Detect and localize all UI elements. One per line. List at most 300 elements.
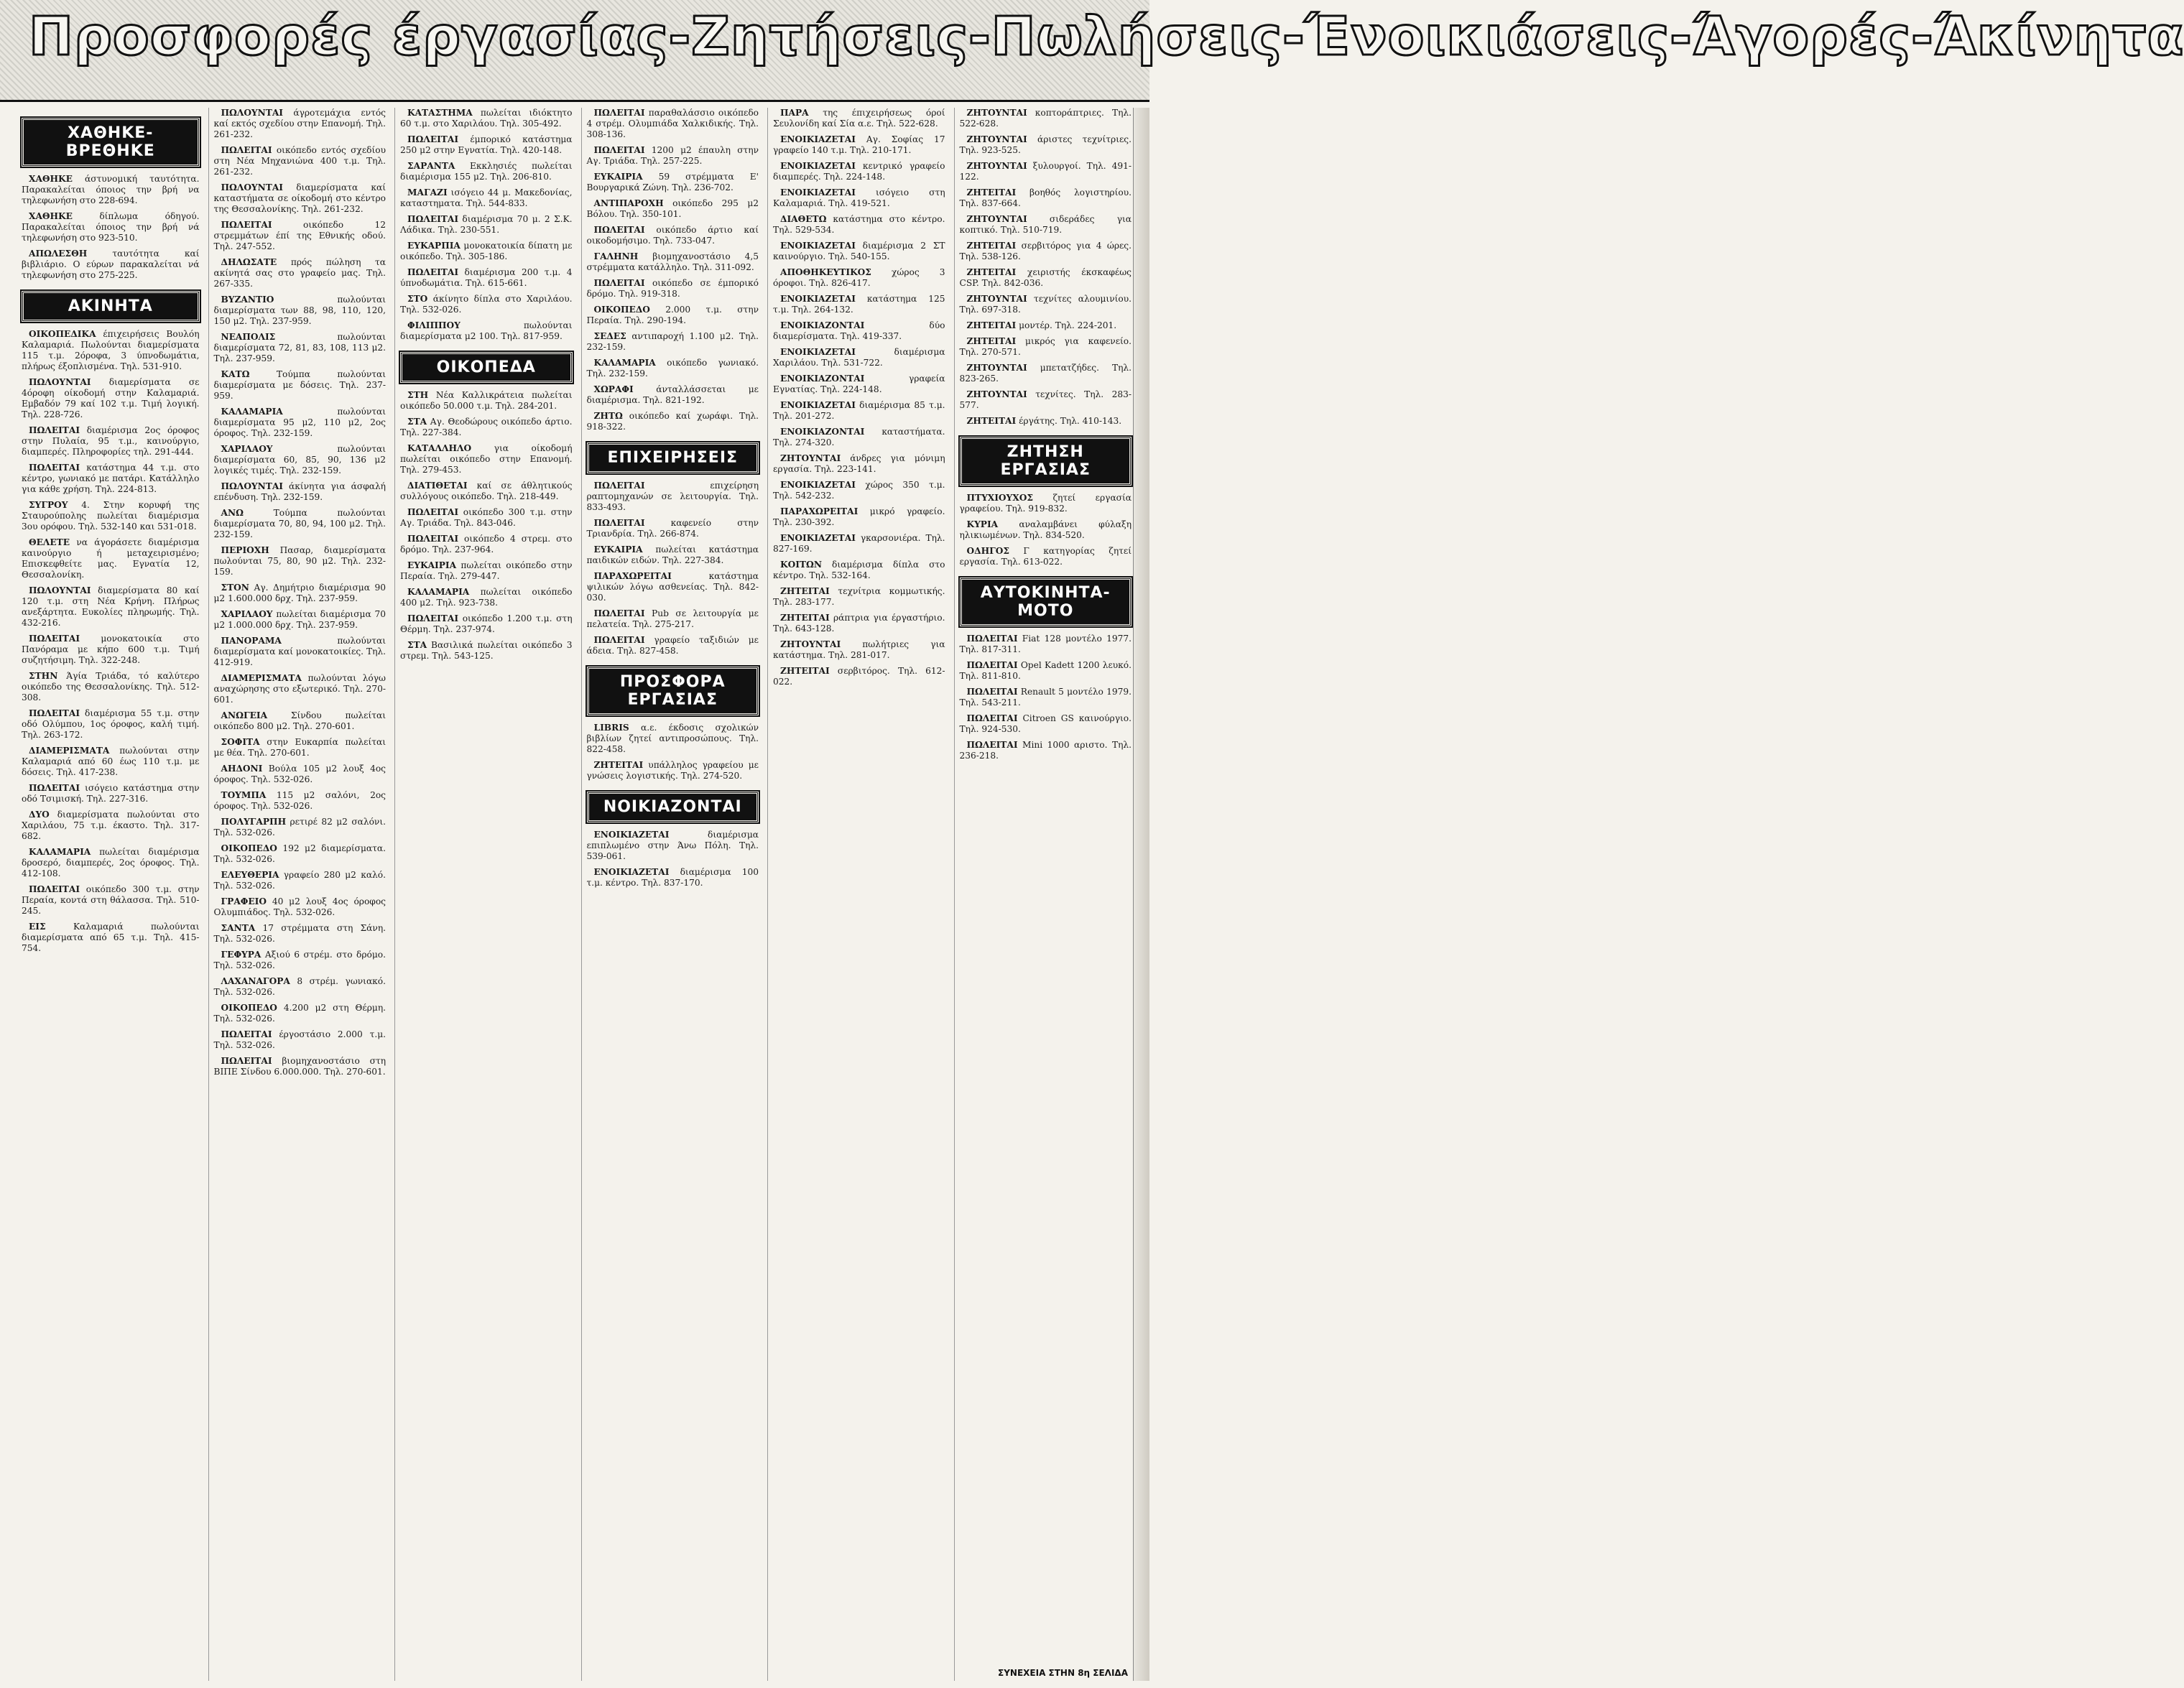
classified-ad: [214, 673, 387, 705]
ad-lead-word: ΖΗΤΕΙΤΑΙ: [780, 586, 830, 596]
classified-ad: [960, 493, 1132, 514]
ad-lead-word: ΠΩΛΕΙΤΑΙ: [593, 635, 645, 645]
ad-lead-word: ΣΤΑ: [407, 640, 427, 650]
ad-lead-word: ΚΥΡΙΑ: [966, 519, 999, 529]
ad-lead-word: ΟΙΚΟΠΕΔΙΚΑ: [29, 329, 96, 339]
ad-text: καφενείο στην Τριανδρία. Τηλ. 266-874.: [586, 518, 759, 539]
ad-lead-word: ΠΩΛΕΙΤΑΙ: [966, 713, 1018, 723]
classified-ad: [22, 810, 200, 842]
ad-list: [22, 174, 200, 281]
classified-ad: [214, 444, 387, 476]
ad-lead-word: ΑΝΤΙΠΑΡΟΧΗ: [593, 198, 664, 208]
classified-ad: [773, 453, 945, 475]
classified-ad: [214, 737, 387, 759]
ad-lead-word: ΜΑΓΑΖΙ: [407, 187, 448, 198]
ad-text: σιδεράδες για κοπτικό. Τηλ. 510-719.: [959, 214, 1132, 235]
classified-ad: [773, 506, 945, 528]
ad-lead-word: ΣΤΗΝ: [29, 671, 58, 681]
ad-text: έπιχειρήσεις Βουλόη Καλαμαριά. Πωλούνται διαμερίσματα 115 τ.μ. 2όροφα, 3 ύπνοδωμάτια, πλήρως έξοπλισμένα. Τηλ. 531-910.: [22, 329, 200, 371]
ad-text: διαμέρισμα 85 τ.μ. Τηλ. 201-272.: [773, 400, 945, 421]
classified-ad: [960, 108, 1132, 129]
ad-text: πωλούνται διαμερίσματα 72, 81, 83, 108, 113 μ2. Τηλ. 237-959.: [213, 332, 386, 363]
classified-ad: [773, 374, 945, 395]
ad-lead-word: ΚΑΤΑΣΤΗΜΑ: [407, 108, 473, 118]
ad-text: πωλούνται διαμερίσματα καί μονοκατοικίες. Τηλ. 412-919.: [213, 636, 386, 667]
section-heading-realestate: ΑΚΙΝΗΤΑ: [22, 291, 200, 322]
ad-lead-word: ΖΗΤΕΙΤΑΙ: [966, 336, 1017, 346]
classified-ad: [773, 187, 945, 209]
ad-lead-word: ΔΙΑΘΕΤΩ: [780, 214, 827, 224]
ad-lead-word: ΠΩΛΕΙΤΑΙ: [593, 225, 645, 235]
ad-lead-word: ΑΗΔΟΝΙ: [221, 764, 263, 774]
classified-ad: [587, 358, 759, 379]
ad-text: άγροτεμάχια εντός καί εκτός σχεδίου στην Επανομή. Τηλ. 261-232.: [213, 108, 386, 139]
classified-ad: [773, 400, 945, 422]
classified-ad: [400, 443, 573, 476]
ad-lead-word: ΠΩΛΟΥΝΤΑΙ: [221, 182, 283, 193]
ad-lead-word: ΠΩΛΕΙΤΑΙ: [29, 708, 80, 718]
classified-ad: [22, 500, 200, 532]
column-2: [208, 108, 387, 1681]
ad-list: [214, 108, 387, 1077]
ad-lead-word: ΓΑΛΗΝΗ: [593, 251, 639, 261]
classified-ad: [214, 636, 387, 668]
classified-ad: [400, 134, 573, 156]
ad-lead-word: ΓΡΑΦΕΙΟ: [221, 896, 267, 906]
classified-ad: [587, 172, 759, 193]
classified-ad: [22, 847, 200, 879]
ad-text: διαμέρισμα επιπλωμένο στην Άνω Πόλη. Τηλ. 539-061.: [586, 830, 759, 861]
classified-ad: [214, 790, 387, 812]
classified-ad: [214, 1056, 387, 1077]
classified-ad: [214, 896, 387, 918]
ad-lead-word: ΠΑΡΑΧΩΡΕΙΤΑΙ: [780, 506, 859, 516]
ad-text: άνταλλάσσεται με διαμέρισμα. Τηλ. 821-192.: [586, 384, 759, 405]
ad-text: Renault 5 μοντέλο 1979. Τηλ. 543-211.: [959, 687, 1132, 708]
ad-lead-word: ΠΩΛΕΙΤΑΙ: [966, 687, 1018, 697]
classified-ad: [960, 416, 1132, 427]
ad-lead-word: ΟΙΚΟΠΕΔΟ: [221, 843, 277, 853]
classifieds-columns: [22, 108, 1132, 1681]
ad-lead-word: ΣΑΡΑΝΤΑ: [407, 161, 455, 171]
ad-text: επιχείρηση ραπτομηχανών σε λειτουργία. Τηλ. 833-493.: [586, 481, 759, 512]
classified-ad: [587, 198, 759, 220]
page-title: Προσφορές έργασίας-Ζητήσεις-Πωλήσεις-Ένοικιάσεις-Άγορές-Άκίνητα: [29, 6, 2184, 68]
classified-ad: [22, 249, 200, 281]
classified-ad: [960, 241, 1132, 262]
classified-ad: [214, 108, 387, 140]
ad-text: να άγοράσετε διαμέρισμα καινούργιο ή μεταχειρισμένο; Επισκεφθείτε μας. Εγνατία 12, Θεσσαλονίκη.: [22, 537, 200, 580]
ad-text: οικόπεδο καί χωράφι. Τηλ. 918-322.: [586, 411, 759, 432]
classified-ad: [773, 134, 945, 156]
ad-lead-word: ΠΩΛΕΙΤΑΙ: [221, 1056, 272, 1066]
ad-lead-word: ΚΑΤΩ: [221, 369, 250, 379]
ad-text: πωλήτριες για κατάστημα. Τηλ. 281-017.: [773, 639, 945, 660]
classified-ad: [587, 571, 759, 603]
ad-lead-word: ΖΗΤΕΙΤΑΙ: [966, 187, 1017, 198]
classified-ad: [773, 613, 945, 634]
ad-lead-word: ΚΑΛΑΜΑΡΙΑ: [29, 847, 91, 857]
ad-text: πωλούνται διαμερίσματα μ2 100. Τηλ. 817-959.: [400, 320, 573, 341]
ad-lead-word: ΦΙΛΙΠΠΟΥ: [407, 320, 461, 330]
ad-text: χώρος 350 τ.μ. Τηλ. 542-232.: [773, 480, 945, 501]
classified-ad: [400, 108, 573, 129]
ad-text: Αγ. Θεοδώρους οικόπεδο άρτιο. Τηλ. 227-384.: [400, 417, 573, 437]
column-1: [22, 108, 200, 1681]
ad-text: ταυτότητα καί βιβλιάριο. Ο εύρων παρακαλείται νά τηλεφωνήση στο 275-225.: [22, 249, 200, 280]
ad-lead-word: ΑΝΩ: [221, 508, 244, 518]
ad-lead-word: ΒΥΖΑΝΤΙΟ: [221, 295, 274, 305]
classified-ad: [22, 884, 200, 917]
ad-list: [400, 390, 573, 662]
classified-ad: [587, 384, 759, 406]
classified-ad: [214, 182, 387, 215]
ad-lead-word: ΧΩΡΑΦΙ: [593, 384, 634, 394]
ad-lead-word: ΠΩΛΕΙΤΑΙ: [593, 518, 645, 528]
classified-ad: [214, 332, 387, 364]
ad-text: μικρός για καφενείο. Τηλ. 270-571.: [959, 336, 1132, 357]
classified-ad: [587, 251, 759, 273]
classified-ad: [214, 950, 387, 971]
ad-lead-word: ΖΗΤΟΥΝΤΑΙ: [966, 363, 1027, 373]
classified-ad: [587, 635, 759, 657]
ad-text: έργάτης. Τηλ. 410-143.: [1019, 416, 1122, 426]
classified-ad: [22, 922, 200, 954]
classified-ad: [214, 583, 387, 604]
ad-lead-word: ΕΝΟΙΚΙΑΖΕΤΑΙ: [780, 187, 856, 198]
ad-lead-word: ΕΝΟΙΚΙΑΖΕΤΑΙ: [780, 134, 856, 144]
ad-text: άριστες τεχνίτριες. Τηλ. 923-525.: [959, 134, 1132, 155]
ad-text: οικόπεδο 300 τ.μ. στην Αγ. Τριάδα. Τηλ. 843-046.: [400, 507, 573, 528]
ad-lead-word: ΖΗΤΟΥΝΤΑΙ: [966, 134, 1027, 144]
classified-ad: [773, 427, 945, 448]
ad-lead-word: ΣΤΑ: [407, 417, 427, 427]
ad-text: Αγ. Σοφίας 17 γραφείο 140 τ.μ. Τηλ. 210-171.: [773, 134, 945, 155]
ad-lead-word: ΠΑΡΑΧΩΡΕΙΤΑΙ: [593, 571, 672, 581]
ad-text: διαμέρισμα 200 τ.μ. 4 ύπνοδωμάτια. Τηλ. 615-661.: [400, 267, 573, 288]
ad-text: 40 μ2 λουξ 4ος όροφος Ολυμπιάδος. Τηλ. 532-026.: [213, 896, 386, 917]
ad-lead-word: ΕΥΚΑΙΡΙΑ: [593, 172, 643, 182]
classified-ad: [22, 329, 200, 372]
ad-text: 115 μ2 σαλόνι, 2ος όροφος. Τηλ. 532-026.: [213, 790, 386, 811]
classified-ad: [214, 870, 387, 891]
ad-text: κατάστημα 44 τ.μ. στο κέντρο, γωνιακό με πατάρι. Κατάλληλο για κάθε χρήση. Τηλ. 224-813.: [22, 463, 200, 494]
classified-ad: [22, 708, 200, 741]
ad-text: έργοστάσιο 2.000 τ.μ. Τηλ. 532-026.: [213, 1029, 386, 1050]
ad-text: κατάστημα ψιλικών λόγω ασθενείας. Τηλ. 842-030.: [586, 571, 759, 603]
ad-lead-word: ΣΑΝΤΑ: [221, 923, 256, 933]
classified-ad: [960, 187, 1132, 209]
ad-lead-word: ΚΑΛΑΜΑΡΙΑ: [407, 587, 470, 597]
classified-ad: [960, 634, 1132, 655]
ad-lead-word: LIBRIS: [593, 723, 629, 733]
classified-ad: [587, 760, 759, 782]
ad-text: ξυλουργοί. Τηλ. 491-122.: [959, 161, 1132, 182]
ad-text: Εκκλησιές πωλείται διαμέρισμα 155 μ2. Τηλ. 206-810.: [400, 161, 573, 182]
ad-text: 1200 μ2 έπαυλη στην Αγ. Τριάδα. Τηλ. 257-225.: [586, 145, 759, 166]
ad-lead-word: ΕΝΟΙΚΙΑΖΕΤΑΙ: [780, 533, 856, 543]
classified-ad: [773, 294, 945, 315]
column-3: [394, 108, 573, 1681]
classified-ad: [587, 108, 759, 140]
classified-ad: [214, 609, 387, 631]
ad-lead-word: ΠΩΛΕΙΤΑΙ: [966, 634, 1018, 644]
ad-lead-word: ΑΠΟΘΗΚΕΥΤΙΚΟΣ: [780, 267, 871, 277]
ad-text: μικρό γραφείο. Τηλ. 230-392.: [773, 506, 945, 527]
ad-text: τεχνίτες αλουμινίου. Τηλ. 697-318.: [959, 294, 1132, 315]
classified-ad: [214, 369, 387, 402]
classified-ad: [587, 867, 759, 889]
ad-text: διαμέρισμα 2ος όροφος στην Πυλαία, 95 τ.μ., καινούργιο, διαμπερές. Πληροφορίες τηλ. 291-444.: [22, 425, 200, 457]
ad-lead-word: ΖΗΤΕΙΤΑΙ: [966, 416, 1017, 426]
classified-ad: [587, 723, 759, 755]
ad-text: 8 στρέμ. γωνιακό. Τηλ. 532-026.: [213, 976, 386, 997]
classified-ad: [400, 481, 573, 502]
classified-ad: [773, 533, 945, 555]
ad-text: βιομηχανοστάσιο στη ΒΙΠΕ Σίνδου 6.000.000. Τηλ. 270-601.: [213, 1056, 386, 1077]
classified-ad: [587, 608, 759, 630]
ad-text: Fiat 128 μοντέλο 1977. Τηλ. 817-311.: [959, 634, 1132, 654]
ad-lead-word: ΠΩΛΟΥΝΤΑΙ: [221, 108, 283, 118]
ad-text: δύο διαμερίσματα. Τηλ. 419-337.: [773, 320, 945, 341]
section-heading-job-wanted: ΖΗΤΗΣΗ ΕΡΓΑΣΙΑΣ: [960, 437, 1132, 486]
classified-ad: [960, 519, 1132, 541]
ad-lead-word: ΑΠΩΛΕΣΘΗ: [29, 249, 88, 259]
ad-lead-word: ΣΕΔΕΣ: [593, 331, 626, 341]
ad-text: πωλείται κατάστημα παιδικών ειδών. Τηλ. 227-384.: [586, 544, 759, 565]
ad-lead-word: ΖΗΤΟΥΝΤΑΙ: [966, 294, 1027, 304]
ad-text: υπάλληλος γραφείου με γνώσεις λογιστικής. Τηλ. 274-520.: [586, 760, 759, 781]
ad-list: [960, 634, 1132, 761]
ad-text: Τούμπα πωλούνται διαμερίσματα 70, 80, 94, 100 μ2. Τηλ. 232-159.: [213, 508, 386, 539]
classified-ad: [587, 225, 759, 246]
ad-lead-word: ΠΩΛΕΙΤΑΙ: [593, 481, 645, 491]
ad-lead-word: ΠΩΛΟΥΝΤΑΙ: [29, 377, 91, 387]
classified-ad: [587, 830, 759, 862]
ad-lead-word: ΠΩΛΕΙΤΑΙ: [407, 507, 459, 517]
ad-text: Mini 1000 αριστο. Τηλ. 236-218.: [959, 740, 1132, 761]
classified-ad: [22, 746, 200, 778]
ad-lead-word: ΠΩΛΕΙΤΑΙ: [29, 634, 80, 644]
ad-lead-word: ΠΩΛΕΙΤΑΙ: [593, 608, 645, 618]
ad-lead-word: ΘΕΛΕΤΕ: [29, 537, 70, 547]
ad-lead-word: ΖΗΤΟΥΝΤΑΙ: [966, 161, 1027, 171]
ad-list: [587, 723, 759, 782]
ad-lead-word: ΧΑΘΗΚΕ: [29, 211, 73, 221]
classified-ad: [400, 294, 573, 315]
section-heading-cars: ΑΥΤΟΚΙΝΗΤΑ-ΜΟΤΟ: [960, 578, 1132, 626]
ad-text: πωλείται διαμέρισμα δροσερό, διαμπερές, 2ος όροφος. Τηλ. 412-108.: [22, 847, 200, 878]
ad-lead-word: ΛΑΧΑΝΑΓΟΡΑ: [221, 976, 290, 986]
ad-lead-word: ΕΥΚΑΡΠΙΑ: [407, 241, 461, 251]
ad-text: κοπτοράπτριες. Τηλ. 522-628.: [959, 108, 1132, 129]
classified-ad: [400, 241, 573, 262]
classified-ad: [214, 545, 387, 578]
ad-text: Citroen GS καινούργιο. Τηλ. 924-530.: [959, 713, 1132, 734]
ad-text: διαμερίσματα 80 καί 120 τ.μ. στη Νέα Κρήνη. Πλήρως ανεξάρτητα. Ευκολίες πληρωμής. Τηλ. 432-216.: [22, 585, 200, 628]
ad-text: Νέα Καλλικράτεια πωλείται οικόπεδο 50.000 τ.μ. Τηλ. 284-201.: [400, 390, 573, 411]
ad-list: [587, 481, 759, 657]
classified-ad: [400, 640, 573, 662]
ad-text: 4.200 μ2 στη Θέρμη. Τηλ. 532-026.: [213, 1003, 387, 1024]
classified-ad: [400, 214, 573, 236]
section-heading-business: ΕΠΙΧΕΙΡΗΣΕΙΣ: [587, 442, 759, 473]
ad-text: για οίκοδομή πωλείται οικόπεδο στην Επανομή. Τηλ. 279-453.: [400, 443, 573, 475]
ad-text: πρός πώληση τα ακίνητά σας στο γραφείο μας. Τηλ. 267-335.: [213, 257, 386, 289]
ad-text: διαμέρισμα Χαριλάου. Τηλ. 531-722.: [773, 347, 945, 368]
column-4: [581, 108, 759, 1681]
ad-lead-word: ΣΤΟΝ: [221, 583, 249, 593]
ad-text: οικόπεδο 12 στρεμμάτων έπί της Εθνικής οδού. Τηλ. 247-552.: [213, 220, 387, 251]
ad-lead-word: ΖΗΤΕΙΤΑΙ: [780, 613, 830, 623]
classified-ad: [960, 336, 1132, 358]
ad-text: α.ε. έκδοσις σχολικών βιβλίων ζητεί αντιπροσώπους. Τηλ. 822-458.: [586, 723, 759, 754]
classified-ad: [214, 764, 387, 785]
ad-text: ισόγειο 44 μ. Μακεδονίας, καταστηματα. Τηλ. 544-833.: [400, 187, 573, 208]
classified-ad: [22, 463, 200, 495]
ad-text: οικόπεδο 4 στρεμ. στο δρόμο. Τηλ. 237-964.: [400, 534, 573, 555]
ad-text: κεντρικό γραφείο διαμπερές. Τηλ. 224-148.: [773, 161, 945, 182]
ad-text: καί σε άθλητικούς συλλόγους οικόπεδο. Τηλ. 218-449.: [400, 481, 573, 501]
ad-lead-word: ΠΩΛΕΙΤΑΙ: [407, 613, 459, 623]
ad-text: οικόπεδο 300 τ.μ. στην Περαία, κοντά στη θάλασσα. Τηλ. 510-245.: [22, 884, 200, 916]
ad-text: διαμερίσματα καί καταστήματα σε οίκοδομή στο κέντρο της Θεσσαλονίκης. Τηλ. 261-232.: [213, 182, 386, 214]
classified-ad: [960, 687, 1132, 708]
classified-ad: [400, 320, 573, 342]
classified-ad: [214, 145, 387, 177]
classified-ad: [214, 976, 387, 998]
ad-text: οικόπεδο 1.200 τ.μ. στη Θέρμη. Τηλ. 237-974.: [400, 613, 573, 634]
ad-lead-word: ΕΝΟΙΚΙΑΖΟΝΤΑΙ: [780, 320, 865, 330]
classified-ad: [587, 518, 759, 539]
ad-lead-word: ΝΕΑΠΟΛΙΣ: [221, 332, 276, 342]
classified-ad: [400, 161, 573, 182]
ad-lead-word: ΠΩΛΕΙΤΑΙ: [593, 278, 645, 288]
ad-list: [22, 329, 200, 954]
ad-text: μονοκατοικία στο Πανόραμα με κήπο 600 τ.μ. Τιμή συζητήσιμη. Τηλ. 322-248.: [22, 634, 200, 665]
ad-text: σερβιτόρος. Τηλ. 612-022.: [773, 666, 945, 687]
continuation-note: ΣΥΝΕΧΕΙΑ ΣΤΗΝ 8η ΣΕΛΙΔΑ: [998, 1668, 1128, 1678]
ad-text: 192 μ2 διαμερίσματα. Τηλ. 532-026.: [213, 843, 386, 864]
classified-ad: [960, 389, 1132, 411]
classified-ad: [773, 586, 945, 608]
classified-ad: [22, 425, 200, 458]
ad-lead-word: ΕΝΟΙΚΙΑΖΕΤΑΙ: [780, 400, 856, 410]
ad-text: 17 στρέμματα στη Σάνη. Τηλ. 532-026.: [213, 923, 386, 944]
ad-lead-word: ΧΑΡΙΛΑΟΥ: [221, 609, 273, 619]
classified-ad: [214, 817, 387, 838]
classified-ad: [773, 347, 945, 368]
classified-ad: [960, 546, 1132, 567]
ad-lead-word: ΠΩΛΕΙΤΑΙ: [29, 884, 80, 894]
section-heading-jobs-offered: ΠΡΟΣΦΟΡΑ ΕΡΓΑΣΙΑΣ: [587, 667, 759, 715]
ad-text: Άγία Τριάδα, τό καλύτερο οικόπεδο της Θεσσαλονίκης. Τηλ. 512-308.: [22, 671, 200, 702]
classified-ad: [960, 161, 1132, 182]
ad-lead-word: ΠΩΛΕΙΤΑΙ: [29, 463, 80, 473]
classified-ad: [22, 211, 200, 244]
ad-text: ζητεί εργασία γραφείου. Τηλ. 919-832.: [959, 493, 1132, 514]
classified-ad: [214, 923, 387, 945]
ad-list: [587, 830, 759, 889]
ad-lead-word: ΖΗΤΟΥΝΤΑΙ: [966, 108, 1027, 118]
ad-lead-word: ΖΗΤΟΥΝΤΑΙ: [966, 389, 1027, 399]
classified-ad: [214, 407, 387, 439]
ad-text: τεχνίτρια κομμωτικής. Τηλ. 283-177.: [773, 586, 945, 607]
ad-lead-word: ΚΑΛΑΜΑΡΙΑ: [593, 358, 656, 368]
ad-lead-word: ΔΙΑΤΙΘΕΤΑΙ: [407, 481, 468, 491]
ad-lead-word: ΠΩΛΕΙΤΑΙ: [966, 740, 1018, 750]
ad-text: Πασαρ, διαμερίσματα πωλούνται 75, 80, 90 μ2. Τηλ. 232-159.: [213, 545, 386, 577]
ad-text: πωλούνται διαμερίσματα 60, 85, 90, 136 μ2 λογικές τιμές. Τηλ. 232-159.: [213, 444, 386, 476]
ad-lead-word: ΕΥΚΑΙΡΙΑ: [407, 560, 457, 570]
ad-text: πωλούνται λόγω αναχώρησης στο εξωτερικό. Τηλ. 270-601.: [213, 673, 386, 705]
ad-text: αντιπαροχή 1.100 μ2. Τηλ. 232-159.: [586, 331, 759, 352]
ad-text: άκίνητο δίπλα στο Χαριλάου. Τηλ. 532-026.: [400, 294, 573, 315]
ad-text: καταστήματα. Τηλ. 274-320.: [773, 427, 945, 447]
classified-ad: [960, 660, 1132, 682]
ad-text: Αγ. Δημήτριο διαμέρισμα 90 μ2 1.600.000 δρχ. Τηλ. 237-959.: [213, 583, 386, 603]
classified-ad: [22, 585, 200, 629]
classified-ad: [960, 320, 1132, 331]
classified-ad: [400, 587, 573, 608]
ad-lead-word: ΠΩΛΕΙΤΑΙ: [221, 145, 272, 155]
classified-ad: [773, 639, 945, 661]
ad-lead-word: ΕΝΟΙΚΙΑΖΕΤΑΙ: [780, 241, 856, 251]
ad-lead-word: ΔΥΟ: [29, 810, 50, 820]
classified-ad: [214, 1003, 387, 1024]
ad-text: ρετιρέ 82 μ2 σαλόνι. Τηλ. 532-026.: [213, 817, 386, 838]
classified-ad: [22, 537, 200, 580]
ad-lead-word: ΕΝΟΙΚΙΑΖΕΤΑΙ: [780, 480, 856, 490]
ad-lead-word: ΠΩΛΟΥΝΤΑΙ: [29, 585, 91, 595]
classified-ad: [214, 508, 387, 540]
ad-text: Καλαμαριά πωλούνται διαμερίσματα από 65 τ.μ. Τηλ. 415-754.: [22, 922, 200, 953]
ad-text: ισόγειο κατάστημα στην οδό Τσιμισκή. Τηλ. 227-316.: [22, 783, 200, 804]
classified-ad: [22, 377, 200, 420]
ad-text: οικόπεδο σε έμπορικό δρόμο. Τηλ. 919-318.: [586, 278, 759, 299]
ad-lead-word: ΕΛΕΥΘΕΡΙΑ: [221, 870, 279, 880]
ad-lead-word: ΠΩΛΕΙΤΑΙ: [593, 108, 645, 118]
ad-text: άστυνομική ταυτότητα. Παρακαλείται όποιος την βρή να τηλεφωνήση στο 228-694.: [22, 174, 200, 205]
ad-text: πωλούνται διαμερίσματα των 88, 98, 110, 120, 150 μ2. Τηλ. 237-959.: [213, 295, 386, 326]
classified-ad: [400, 613, 573, 635]
ad-list: [773, 108, 945, 687]
ad-text: Βούλα 105 μ2 λουξ 4ος όροφος. Τηλ. 532-026.: [213, 764, 386, 784]
ad-text: γραφείο 280 μ2 καλό. Τηλ. 532-026.: [213, 870, 386, 891]
ad-text: Pub σε λειτουργία με πελατεία. Τηλ. 275-217.: [586, 608, 759, 629]
ad-text: μονοκατοικία δίπατη με οικόπεδο. Τηλ. 305-186.: [400, 241, 573, 261]
ad-lead-word: ΕΝΟΙΚΙΑΖΟΝΤΑΙ: [780, 427, 865, 437]
ad-lead-word: ΣΤΟ: [407, 294, 428, 304]
ad-lead-word: ΠΑΝΟΡΑΜΑ: [221, 636, 282, 646]
ad-lead-word: ΤΟΥΜΠΑ: [221, 790, 267, 800]
ad-text: γραφείο ταξιδιών με άδεια. Τηλ. 827-458.: [586, 635, 759, 656]
ad-text: οικόπεδο 295 μ2 Βόλου. Τηλ. 350-101.: [586, 198, 759, 219]
classified-ad: [960, 134, 1132, 156]
adjacent-page-edge: [1133, 108, 1149, 1681]
ad-text: δίπλωμα όδηγού. Παρακαλείται όποιος την βρή νά τηλεφωνήση στο 923-510.: [22, 211, 200, 243]
ad-lead-word: ΠΩΛΟΥΝΤΑΙ: [221, 481, 283, 491]
section-heading-found: ΧΑΘΗΚΕ-ΒΡΕΘΗΚΕ: [22, 118, 200, 167]
ad-text: σερβιτόρος για 4 ώρες. Τηλ. 538-126.: [959, 241, 1132, 261]
ad-text: της έπιχειρήσεως όροί Σευλονίδη καί Σία α.ε. Τηλ. 522-628.: [773, 108, 945, 129]
classified-ad: [214, 220, 387, 252]
ad-text: χώρος 3 όροφοι. Τηλ. 826-417.: [773, 267, 945, 288]
ad-lead-word: ΠΤΥΧΙΟΥΧΟΣ: [966, 493, 1033, 503]
ad-text: πωλείται οικόπεδο 400 μ2. Τηλ. 923-738.: [400, 587, 573, 608]
ad-text: διαμέρισμα 55 τ.μ. στην οδό Ολύμπου, 1ος όροφος, καλή τιμή. Τηλ. 263-172.: [22, 708, 200, 740]
ad-lead-word: ΕΝΟΙΚΙΑΖΕΤΑΙ: [780, 161, 856, 171]
